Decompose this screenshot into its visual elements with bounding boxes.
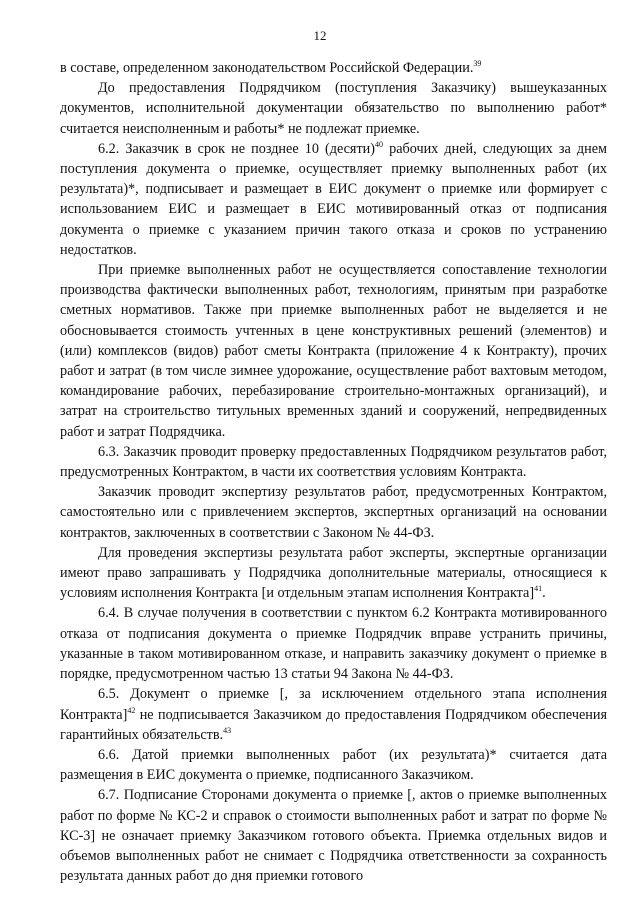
paragraph-text: не подписывается Заказчиком до предоставления Подрядчиком обеспечения гарантийных обязательств. (60, 706, 607, 743)
paragraph-p5 (60, 482, 607, 543)
paragraph-p6 (60, 543, 607, 604)
footnote-marker: 39 (473, 59, 482, 68)
paragraph-p3 (60, 260, 607, 442)
paragraph-text: При приемке выполненных работ не осуществляется сопоставление технологии производства фактически выполненных работ, технологиям, принятым при разработке сметных нормативов. Также при приемке выполненных работ не выделяется и не обосновывается стоимость учтенных в цене конструктивных решений (элементов) и (или) комплексов (видов) работ сметы Контракта (приложение 4 к Контракту), прочих работ и затрат (в том числе зимнее удорожание, осуществление работ вахтовым методом, командирование рабочих, перебазирование строительно-монтажных организаций), и затрат на строительство титульных временных зданий и сооружений, непредвиденных работ и затрат Подрядчика. (60, 262, 607, 440)
paragraph-text: 6.4. В случае получения в соответствии с пунктом 6.2 Контракта мотивированного отказа от подписания документа о приемке Подрядчик вправе устранить причины, указанные в таком мотивированном отказе, и направить заказчику документ о приемке в порядке, предусмотренном частью 13 статьи 94 Закона № 44-ФЗ. (60, 605, 607, 683)
paragraph-p1 (60, 78, 607, 139)
paragraph-text: 6.5. Документ о приемке [, за исключением отдельного этапа исполнения Контракта] (60, 686, 607, 723)
footnote-marker: 41 (534, 584, 543, 594)
paragraph-text: 6.7. Подписание Сторонами документа о приемке [, актов о приемке выполненных работ по форме № КС-2 и справок о стоимости выполненных работ и затрат по форме № КС-3] не означает приемку Заказчиком готового объекта. Приемка отдельных видов и объемов выполненных работ не снимает с Подрядчика ответственности за сохранность результата данных работ до дня приемки готового (60, 787, 607, 885)
page-number: 12 (313, 28, 327, 43)
paragraph-text: 6.2. Заказчик в срок не позднее 10 (десяти) (98, 140, 375, 157)
paragraph-text: 6.3. Заказчик проводит проверку предоставленных Подрядчиком результатов работ, предусмотренных Контрактом, в части их соответствия условиям Контракта. (60, 443, 607, 481)
paragraph-p7 (60, 603, 607, 684)
paragraph-p0 (60, 58, 607, 78)
paragraph-p4 (60, 442, 607, 482)
paragraph-text: в составе, определенном законодательством Российской Федерации. (60, 60, 474, 76)
paragraph-p9 (60, 745, 607, 785)
footnote-marker: 42 (127, 705, 136, 715)
footnote-marker: 43 (223, 725, 232, 735)
document-body (60, 58, 607, 886)
paragraph-p10 (60, 785, 607, 886)
footnote-marker: 40 (374, 139, 383, 149)
paragraph-text: Заказчик проводит экспертизу результатов работ, предусмотренных Контрактом, самостоятельно или с привлечением экспертов, экспертных организаций на основании контрактов, заключенных в соответствии с Законом № 44-ФЗ. (60, 484, 607, 541)
paragraph-text: 6.6. Датой приемки выполненных работ (их результата)* считается дата размещения в ЕИС документа о приемке, подписанного Заказчиком. (60, 746, 607, 784)
paragraph-p2 (60, 139, 607, 260)
paragraph-text: . (542, 585, 546, 602)
paragraph-text: Для проведения экспертизы результата работ эксперты, экспертные организации имеют право запрашивать у Подрядчика дополнительные материалы, относящиеся к условиям исполнения Контракта [и отдельным этапам исполнения Контракта] (60, 544, 607, 602)
paragraph-text: До предоставления Подрядчиком (поступления Заказчику) вышеуказанных документов, исполнительной документации обязательство по выполнению работ* считается неисполненным и работы* не подлежат приемке. (60, 80, 607, 137)
paragraph-p8 (60, 684, 607, 745)
paragraph-text: рабочих дней, следующих за днем поступления документа о приемке, осуществляет приемку выполненных работ (их результата)*, подписывает и размещает в ЕИС документ о приемке или формирует с использованием ЕИС и размещает в ЕИС мотивированный отказ от подписания документа о приемке с указанием причин такого отказа и сроков по устранению недостатков. (60, 140, 607, 258)
